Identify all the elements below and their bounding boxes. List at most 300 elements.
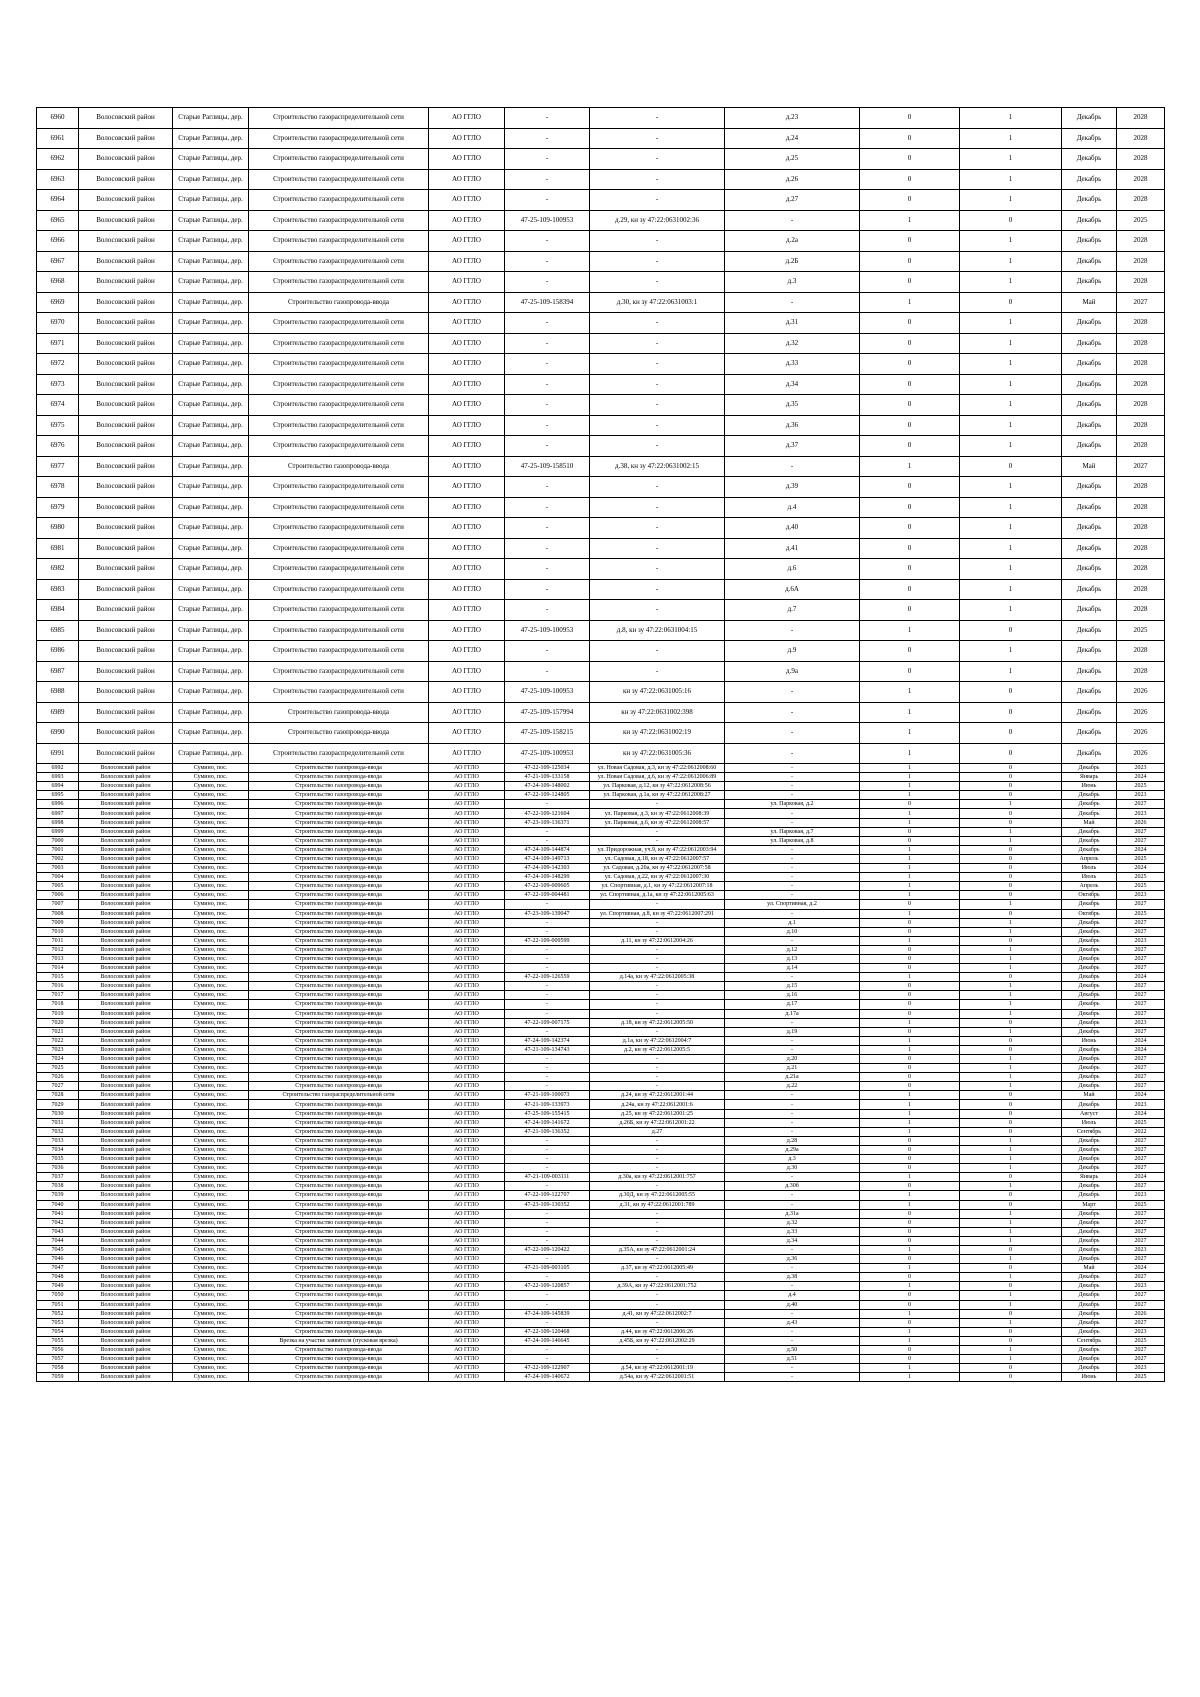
cell-month: Декабрь [1062, 682, 1117, 703]
cell-year: 2025 [1117, 909, 1165, 918]
cell-application-number: 47-21-109-003111 [505, 1173, 590, 1182]
table-row [37, 864, 1165, 873]
table-row [37, 682, 1165, 703]
cell-address: - [725, 909, 860, 918]
cell-work-type: Строительство газораспределительной сети [249, 600, 429, 621]
cell-cadastral-address: д.8, кн зу 47:22:0631004:15 [590, 620, 725, 641]
cell-year: 2025 [1117, 873, 1165, 882]
cell-count-connected: 0 [860, 1318, 960, 1327]
cell-year: 2027 [1117, 1218, 1165, 1227]
cell-settlement: Старые Раглицы, дер. [173, 497, 249, 518]
cell-application-number: - [505, 918, 590, 927]
cell-count-connected: 0 [860, 661, 960, 682]
table-row [37, 1182, 1165, 1191]
cell-count-planned: 1 [960, 251, 1062, 272]
cell-month: Декабрь [1062, 477, 1117, 498]
cell-count-planned: 0 [960, 1336, 1062, 1345]
cell-application-number: - [505, 190, 590, 211]
cell-count-planned: 1 [960, 1055, 1062, 1064]
cell-application-number: 47-22-109-009599 [505, 936, 590, 945]
cell-cadastral-address: - [590, 579, 725, 600]
cell-application-number: 47-24-109-145839 [505, 1309, 590, 1318]
cell-count-connected: 1 [860, 936, 960, 945]
table-row [37, 1355, 1165, 1364]
cell-organization: АО ГГЛО [429, 1018, 505, 1027]
cell-work-type: Строительство газопровода-ввода [249, 1245, 429, 1254]
cell-row-number: 7025 [37, 1064, 79, 1073]
cell-year: 2027 [1117, 836, 1165, 845]
cell-count-planned: 0 [960, 909, 1062, 918]
cell-cadastral-address: д.11, кн зу 47:22:0612004:26 [590, 936, 725, 945]
cell-application-number: - [505, 1009, 590, 1018]
cell-work-type: Строительство газопровода-ввода [249, 1136, 429, 1145]
cell-work-type: Строительство газопровода-ввода [249, 1018, 429, 1027]
cell-row-number: 7041 [37, 1209, 79, 1218]
cell-cadastral-address: - [590, 415, 725, 436]
cell-application-number: 47-24-109-142374 [505, 1036, 590, 1045]
cell-year: 2024 [1117, 845, 1165, 854]
cell-count-planned: 0 [960, 456, 1062, 477]
cell-address: д.2а [725, 231, 860, 252]
table-row [37, 1009, 1165, 1018]
cell-row-number: 7034 [37, 1145, 79, 1154]
cell-count-planned: 0 [960, 292, 1062, 313]
cell-settlement: Сумино, пос. [173, 927, 249, 936]
cell-application-number: - [505, 169, 590, 190]
cell-settlement: Сумино, пос. [173, 1346, 249, 1355]
cell-settlement: Сумино, пос. [173, 782, 249, 791]
cell-year: 2028 [1117, 538, 1165, 559]
cell-district: Волосовский район [79, 1091, 173, 1100]
cell-application-number: - [505, 538, 590, 559]
cell-settlement: Старые Раглицы, дер. [173, 190, 249, 211]
cell-district: Волосовский район [79, 149, 173, 170]
cell-year: 2024 [1117, 1173, 1165, 1182]
cell-count-connected: 0 [860, 108, 960, 129]
cell-row-number: 7050 [37, 1291, 79, 1300]
cell-address: - [725, 210, 860, 231]
cell-row-number: 7017 [37, 991, 79, 1000]
cell-address: - [725, 1036, 860, 1045]
cell-year: 2027 [1117, 1236, 1165, 1245]
cell-organization: АО ГГЛО [429, 600, 505, 621]
cell-address: д.25 [725, 149, 860, 170]
cell-count-connected: 0 [860, 1009, 960, 1018]
cell-district: Волосовский район [79, 436, 173, 457]
table-row [37, 456, 1165, 477]
cell-application-number: 47-23-109-130352 [505, 1200, 590, 1209]
cell-count-connected: 1 [860, 809, 960, 818]
cell-year: 2023 [1117, 809, 1165, 818]
cell-row-number: 7026 [37, 1073, 79, 1082]
cell-count-planned: 1 [960, 108, 1062, 129]
cell-application-number: - [505, 1182, 590, 1191]
table-row [37, 1191, 1165, 1200]
cell-year: 2027 [1117, 1082, 1165, 1091]
cell-month: Апрель [1062, 882, 1117, 891]
cell-month: Декабрь [1062, 836, 1117, 845]
cell-application-number: - [505, 927, 590, 936]
cell-application-number: - [505, 1027, 590, 1036]
cell-organization: АО ГГЛО [429, 538, 505, 559]
cell-address: д.3 [725, 1155, 860, 1164]
table-row [37, 954, 1165, 963]
cell-count-connected: 1 [860, 292, 960, 313]
cell-settlement: Сумино, пос. [173, 918, 249, 927]
cell-cadastral-address: д.44, кн зу 47:22:0612006:26 [590, 1327, 725, 1336]
cell-count-planned: 1 [960, 918, 1062, 927]
cell-count-planned: 1 [960, 1182, 1062, 1191]
cell-work-type: Строительство газораспределительной сети [249, 210, 429, 231]
cell-address: д.35 [725, 395, 860, 416]
cell-address: д.17 [725, 1000, 860, 1009]
cell-row-number: 7005 [37, 882, 79, 891]
cell-district: Волосовский район [79, 1327, 173, 1336]
cell-count-connected: 0 [860, 559, 960, 580]
cell-settlement: Сумино, пос. [173, 1055, 249, 1064]
table-row [37, 313, 1165, 334]
cell-work-type: Строительство газораспределительной сети [249, 518, 429, 539]
cell-work-type: Строительство газопровода-ввода [249, 882, 429, 891]
cell-address: д.30б [725, 1182, 860, 1191]
cell-address: д.38 [725, 1273, 860, 1282]
cell-count-planned: 0 [960, 818, 1062, 827]
table-row [37, 845, 1165, 854]
table-row [37, 333, 1165, 354]
cell-settlement: Старые Раглицы, дер. [173, 354, 249, 375]
cell-month: Декабрь [1062, 641, 1117, 662]
cell-cadastral-address: - [590, 149, 725, 170]
cell-cadastral-address: - [590, 982, 725, 991]
table-row [37, 108, 1165, 129]
cell-organization: АО ГГЛО [429, 845, 505, 854]
cell-work-type: Строительство газопровода-ввода [249, 1173, 429, 1182]
cell-district: Волосовский район [79, 354, 173, 375]
cell-work-type: Строительство газопровода-ввода [249, 1055, 429, 1064]
cell-district: Волосовский район [79, 1182, 173, 1191]
cell-organization: АО ГГЛО [429, 415, 505, 436]
cell-settlement: Старые Раглицы, дер. [173, 313, 249, 334]
cell-month: Декабрь [1062, 945, 1117, 954]
table-row [37, 1336, 1165, 1345]
cell-work-type: Строительство газопровода-ввода [249, 702, 429, 723]
cell-row-number: 7027 [37, 1082, 79, 1091]
cell-row-number: 7013 [37, 954, 79, 963]
cell-year: 2028 [1117, 354, 1165, 375]
table-row [37, 809, 1165, 818]
cell-year: 2027 [1117, 1355, 1165, 1364]
cell-row-number: 7048 [37, 1273, 79, 1282]
cell-count-planned: 0 [960, 1118, 1062, 1127]
cell-cadastral-address: д.38, кн зу 47:22:0631002:15 [590, 456, 725, 477]
cell-address: - [725, 1327, 860, 1336]
cell-row-number: 6991 [37, 743, 79, 764]
cell-organization: АО ГГЛО [429, 1145, 505, 1154]
cell-work-type: Строительство газопровода-ввода [249, 1182, 429, 1191]
cell-district: Волосовский район [79, 1227, 173, 1236]
cell-work-type: Строительство газораспределительной сети [249, 436, 429, 457]
cell-month: Май [1062, 818, 1117, 827]
cell-address: д.40 [725, 518, 860, 539]
cell-settlement: Старые Раглицы, дер. [173, 128, 249, 149]
cell-count-planned: 0 [960, 1200, 1062, 1209]
cell-count-connected: 1 [860, 1109, 960, 1118]
table-row [37, 1200, 1165, 1209]
cell-settlement: Сумино, пос. [173, 1000, 249, 1009]
cell-count-planned: 0 [960, 882, 1062, 891]
cell-count-planned: 0 [960, 1018, 1062, 1027]
cell-work-type: Строительство газопровода-ввода [249, 1082, 429, 1091]
table-row [37, 497, 1165, 518]
cell-year: 2024 [1117, 864, 1165, 873]
cell-district: Волосовский район [79, 1000, 173, 1009]
cell-row-number: 7033 [37, 1136, 79, 1145]
cell-count-connected: 1 [860, 1282, 960, 1291]
cell-organization: АО ГГЛО [429, 1191, 505, 1200]
cell-organization: АО ГГЛО [429, 1236, 505, 1245]
cell-address: д.4 [725, 1291, 860, 1300]
cell-district: Волосовский район [79, 272, 173, 293]
cell-row-number: 7003 [37, 864, 79, 873]
cell-organization: АО ГГЛО [429, 1000, 505, 1009]
cell-cadastral-address: - [590, 497, 725, 518]
cell-application-number: 47-22-109-121604 [505, 809, 590, 818]
table-row [37, 1027, 1165, 1036]
cell-work-type: Строительство газораспределительной сети [249, 313, 429, 334]
cell-count-connected: 0 [860, 395, 960, 416]
cell-work-type: Строительство газопровода-ввода [249, 1000, 429, 1009]
cell-settlement: Сумино, пос. [173, 1018, 249, 1027]
cell-address: д.43 [725, 1318, 860, 1327]
cell-month: Декабрь [1062, 579, 1117, 600]
cell-year: 2027 [1117, 918, 1165, 927]
table-row [37, 1118, 1165, 1127]
cell-year: 2024 [1117, 1091, 1165, 1100]
cell-organization: АО ГГЛО [429, 1055, 505, 1064]
cell-row-number: 7046 [37, 1255, 79, 1264]
cell-work-type: Строительство газораспределительной сети [249, 620, 429, 641]
cell-row-number: 6975 [37, 415, 79, 436]
cell-address: ул. Парковая, д.7 [725, 827, 860, 836]
cell-month: Декабрь [1062, 1273, 1117, 1282]
cell-district: Волосовский район [79, 169, 173, 190]
cell-row-number: 6970 [37, 313, 79, 334]
cell-work-type: Строительство газопровода-ввода [249, 1364, 429, 1373]
cell-count-connected: 1 [860, 1264, 960, 1273]
cell-count-connected: 0 [860, 333, 960, 354]
cell-organization: АО ГГЛО [429, 477, 505, 498]
cell-row-number: 7057 [37, 1355, 79, 1364]
cell-count-planned: 0 [960, 1282, 1062, 1291]
cell-month: Декабрь [1062, 149, 1117, 170]
cell-count-connected: 1 [860, 782, 960, 791]
cell-address: д.22 [725, 1082, 860, 1091]
cell-address: д.26 [725, 169, 860, 190]
cell-work-type: Строительство газопровода-ввода [249, 1200, 429, 1209]
cell-count-planned: 0 [960, 1173, 1062, 1182]
cell-count-planned: 1 [960, 559, 1062, 580]
table-row [37, 1309, 1165, 1318]
cell-month: Декабрь [1062, 1355, 1117, 1364]
cell-organization: АО ГГЛО [429, 231, 505, 252]
cell-year: 2024 [1117, 773, 1165, 782]
table-row [37, 1264, 1165, 1273]
cell-organization: АО ГГЛО [429, 436, 505, 457]
cell-cadastral-address: д.45Б, кн зу 47:22:0612002:29 [590, 1336, 725, 1345]
cell-application-number: - [505, 395, 590, 416]
cell-address: - [725, 620, 860, 641]
cell-month: Декабрь [1062, 108, 1117, 129]
cell-row-number: 7045 [37, 1245, 79, 1254]
cell-month: Декабрь [1062, 559, 1117, 580]
cell-month: Апрель [1062, 854, 1117, 863]
cell-count-planned: 1 [960, 1027, 1062, 1036]
table-row [37, 1073, 1165, 1082]
cell-month: Декабрь [1062, 313, 1117, 334]
cell-count-planned: 1 [960, 1300, 1062, 1309]
cell-month: Июль [1062, 873, 1117, 882]
table-row [37, 991, 1165, 1000]
cell-count-connected: 0 [860, 991, 960, 1000]
cell-year: 2027 [1117, 1300, 1165, 1309]
cell-work-type: Строительство газопровода-ввода [249, 292, 429, 313]
cell-month: Декабрь [1062, 1309, 1117, 1318]
cell-row-number: 7008 [37, 909, 79, 918]
cell-count-connected: 0 [860, 836, 960, 845]
cell-work-type: Строительство газораспределительной сети [249, 579, 429, 600]
cell-settlement: Сумино, пос. [173, 1182, 249, 1191]
cell-row-number: 6966 [37, 231, 79, 252]
cell-application-number: - [505, 600, 590, 621]
cell-cadastral-address: - [590, 927, 725, 936]
cell-count-connected: 0 [860, 982, 960, 991]
cell-count-planned: 1 [960, 1236, 1062, 1245]
cell-address: д.2Б [725, 251, 860, 272]
cell-year: 2027 [1117, 827, 1165, 836]
cell-month: Декабрь [1062, 1027, 1117, 1036]
cell-address: - [725, 845, 860, 854]
cell-count-connected: 0 [860, 149, 960, 170]
cell-month: Декабрь [1062, 1346, 1117, 1355]
cell-address: д.40 [725, 1300, 860, 1309]
table-row [37, 579, 1165, 600]
cell-settlement: Старые Раглицы, дер. [173, 743, 249, 764]
cell-work-type: Строительство газопровода-ввода [249, 1164, 429, 1173]
cell-address: - [725, 791, 860, 800]
cell-district: Волосовский район [79, 1027, 173, 1036]
cell-application-number: 47-23-109-136371 [505, 818, 590, 827]
cell-count-connected: 1 [860, 764, 960, 773]
cell-application-number: - [505, 1273, 590, 1282]
table-row [37, 1218, 1165, 1227]
cell-count-planned: 0 [960, 1109, 1062, 1118]
cell-month: Декабрь [1062, 1155, 1117, 1164]
cell-month: Декабрь [1062, 1236, 1117, 1245]
table-row [37, 374, 1165, 395]
cell-cadastral-address: - [590, 1273, 725, 1282]
cell-work-type: Строительство газопровода-ввода [249, 1273, 429, 1282]
cell-address: д.1 [725, 918, 860, 927]
table-row [37, 538, 1165, 559]
cell-organization: АО ГГЛО [429, 836, 505, 845]
cell-application-number: 47-21-109-133973 [505, 1100, 590, 1109]
cell-cadastral-address: - [590, 1355, 725, 1364]
cell-district: Волосовский район [79, 991, 173, 1000]
cell-count-planned: 1 [960, 354, 1062, 375]
cell-month: Декабрь [1062, 395, 1117, 416]
cell-month: Декабрь [1062, 1191, 1117, 1200]
cell-count-planned: 1 [960, 1318, 1062, 1327]
cell-count-connected: 0 [860, 374, 960, 395]
cell-row-number: 6989 [37, 702, 79, 723]
cell-work-type: Строительство газопровода-ввода [249, 900, 429, 909]
cell-application-number: - [505, 1209, 590, 1218]
cell-count-connected: 0 [860, 1209, 960, 1218]
cell-district: Волосовский район [79, 1364, 173, 1373]
cell-year: 2023 [1117, 1282, 1165, 1291]
cell-address: д.15 [725, 982, 860, 991]
cell-count-planned: 1 [960, 964, 1062, 973]
cell-cadastral-address: - [590, 1055, 725, 1064]
cell-year: 2027 [1117, 1291, 1165, 1300]
cell-row-number: 7038 [37, 1182, 79, 1191]
cell-district: Волосовский район [79, 764, 173, 773]
cell-count-connected: 0 [860, 313, 960, 334]
cell-settlement: Старые Раглицы, дер. [173, 108, 249, 129]
cell-count-connected: 0 [860, 1073, 960, 1082]
cell-settlement: Сумино, пос. [173, 1227, 249, 1236]
cell-district: Волосовский район [79, 945, 173, 954]
cell-application-number: - [505, 477, 590, 498]
cell-district: Волосовский район [79, 1309, 173, 1318]
cell-month: Декабрь [1062, 900, 1117, 909]
cell-row-number: 7042 [37, 1218, 79, 1227]
cell-work-type: Строительство газораспределительной сети [249, 559, 429, 580]
cell-cadastral-address: - [590, 900, 725, 909]
cell-work-type: Строительство газопровода-ввода [249, 764, 429, 773]
cell-work-type: Строительство газопровода-ввода [249, 800, 429, 809]
table-row [37, 1091, 1165, 1100]
cell-organization: АО ГГЛО [429, 1082, 505, 1091]
cell-cadastral-address: д.54, кн зу 47:22:0612001:19 [590, 1364, 725, 1373]
cell-application-number: 47-21-109-100073 [505, 1091, 590, 1100]
cell-cadastral-address: - [590, 1182, 725, 1191]
cell-count-connected: 0 [860, 1136, 960, 1145]
cell-settlement: Старые Раглицы, дер. [173, 374, 249, 395]
cell-organization: АО ГГЛО [429, 891, 505, 900]
cell-settlement: Сумино, пос. [173, 982, 249, 991]
cell-cadastral-address: - [590, 169, 725, 190]
cell-count-connected: 0 [860, 900, 960, 909]
cell-row-number: 7047 [37, 1264, 79, 1273]
cell-year: 2028 [1117, 169, 1165, 190]
cell-count-planned: 1 [960, 579, 1062, 600]
cell-row-number: 6992 [37, 764, 79, 773]
cell-count-connected: 0 [860, 927, 960, 936]
cell-year: 2028 [1117, 415, 1165, 436]
cell-count-planned: 1 [960, 991, 1062, 1000]
cell-count-connected: 0 [860, 1000, 960, 1009]
cell-year: 2027 [1117, 982, 1165, 991]
cell-month: Декабрь [1062, 272, 1117, 293]
cell-district: Волосовский район [79, 661, 173, 682]
table-row [37, 1291, 1165, 1300]
cell-organization: АО ГГЛО [429, 1355, 505, 1364]
cell-address: - [725, 764, 860, 773]
cell-row-number: 7012 [37, 945, 79, 954]
table-row [37, 1300, 1165, 1309]
cell-count-connected: 0 [860, 1145, 960, 1154]
